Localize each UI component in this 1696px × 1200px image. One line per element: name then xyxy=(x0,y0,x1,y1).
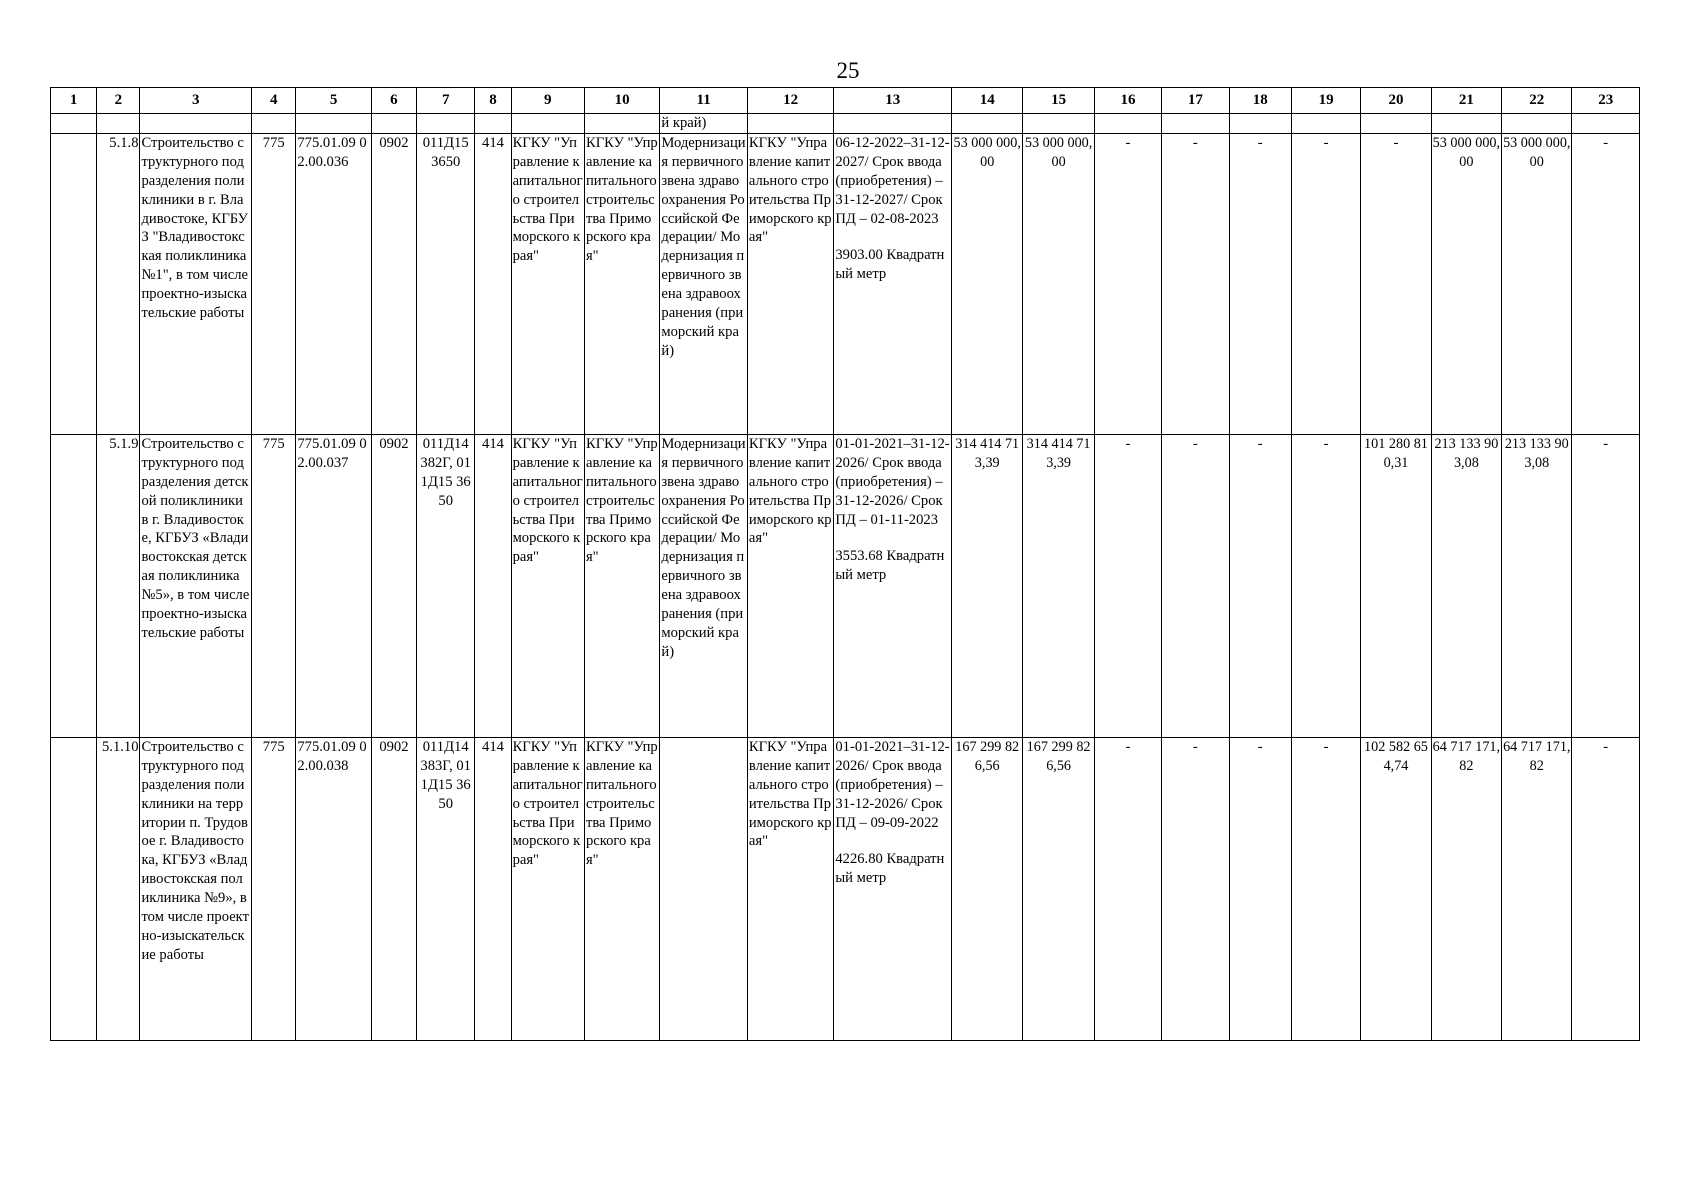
column-header: 8 xyxy=(475,88,511,114)
table-cell: - xyxy=(1162,737,1229,1040)
table-cell: - xyxy=(1094,133,1161,434)
amount-cell: 101 280 810,31 xyxy=(1361,434,1431,737)
table-cell: 414 xyxy=(475,133,511,434)
table-cell: КГКУ "Управление капитального строительства Приморского края" xyxy=(584,737,659,1040)
table-cell: Модернизация первичного звена здравоохранения Российской Федерации/ Модернизация первичного звена здравоохранения (приморский край) xyxy=(660,434,747,737)
table-cell: 775 xyxy=(252,133,296,434)
table-cell: 775 xyxy=(252,737,296,1040)
amount-cell: 167 299 826,56 xyxy=(1023,737,1094,1040)
column-header: 12 xyxy=(747,88,833,114)
table-cell: - xyxy=(1229,133,1291,434)
table-row xyxy=(51,133,1640,434)
table-cell: 011Д15 3650 xyxy=(417,133,475,434)
table-cell: - xyxy=(1572,133,1640,434)
table-cell: - xyxy=(1162,434,1229,737)
term-capacity: 4226.80 Квадратный метр xyxy=(835,851,945,887)
continuation-cell: й край) xyxy=(660,114,747,134)
table-cell: 011Д14 383Г, 011Д15 3650 xyxy=(417,737,475,1040)
term-cell xyxy=(834,133,952,434)
amount-cell: 64 717 171,82 xyxy=(1502,737,1572,1040)
column-header: 22 xyxy=(1502,88,1572,114)
column-header: 10 xyxy=(584,88,659,114)
column-header: 23 xyxy=(1572,88,1640,114)
table-cell: - xyxy=(1291,434,1360,737)
row-number: 5.1.9 xyxy=(97,434,140,737)
column-header: 19 xyxy=(1291,88,1360,114)
table-cell: - xyxy=(1094,737,1161,1040)
term-dates: 01-01-2021–31-12-2026/ Срок ввода (приобретения) – 31-12-2026/ Срок ПД – 09-09-2022 xyxy=(835,738,950,831)
amount-cell: 53 000 000,00 xyxy=(1023,133,1094,434)
column-header: 3 xyxy=(140,88,252,114)
column-header: 9 xyxy=(511,88,584,114)
amount-cell: 314 414 713,39 xyxy=(952,434,1023,737)
table-cell: КГКУ "Управление капитального строительства Приморского края" xyxy=(584,133,659,434)
table-cell: - xyxy=(1229,737,1291,1040)
table-cell: 0902 xyxy=(371,133,416,434)
page-number: 25 xyxy=(836,58,860,83)
table-row xyxy=(51,434,1640,737)
data-table xyxy=(50,87,1640,1041)
table-cell: 414 xyxy=(475,434,511,737)
term-dates: 06-12-2022–31-12-2027/ Срок ввода (приобретения) – 31-12-2027/ Срок ПД – 02-08-2023 xyxy=(835,134,950,227)
table-cell: - xyxy=(1572,737,1640,1040)
table-cell: 775.01.09 02.00.037 xyxy=(296,434,371,737)
column-header: 1 xyxy=(51,88,97,114)
column-header: 20 xyxy=(1361,88,1431,114)
table-cell: - xyxy=(1572,434,1640,737)
table-cell: - xyxy=(1361,133,1431,434)
table-cell: КГКУ "Управление капитального строительства Приморского края" xyxy=(511,434,584,737)
table-cell: 011Д14 382Г, 011Д15 3650 xyxy=(417,434,475,737)
column-header: 17 xyxy=(1162,88,1229,114)
object-name: Строительство структурного подразделения поликлиники на территории п. Трудовое г. Владивостока, КГБУЗ «Владивостокская поликлиника №9», в том числе проектно-изыскательские работы xyxy=(140,737,252,1040)
table-cell: КГКУ "Управление капитального строительства Приморского края" xyxy=(511,133,584,434)
amount-cell: 314 414 713,39 xyxy=(1023,434,1094,737)
table-cell: - xyxy=(1229,434,1291,737)
column-header: 11 xyxy=(660,88,747,114)
table-cell: - xyxy=(1094,434,1161,737)
table-cell: - xyxy=(1162,133,1229,434)
amount-cell: 213 133 903,08 xyxy=(1502,434,1572,737)
amount-cell: 167 299 826,56 xyxy=(952,737,1023,1040)
table-cell xyxy=(51,133,97,434)
column-number-header xyxy=(51,88,1640,114)
column-header: 5 xyxy=(296,88,371,114)
table-cell: 775 xyxy=(252,434,296,737)
table-cell: - xyxy=(1291,737,1360,1040)
object-name: Строительство структурного подразделения детской поликлиники в г. Владивостоке, КГБУЗ «Владивостокская детская поликлиника №5», в том числе проектно-изыскательские работы xyxy=(140,434,252,737)
table-row xyxy=(51,737,1640,1040)
table-cell xyxy=(51,737,97,1040)
table-cell xyxy=(51,434,97,737)
amount-cell: 102 582 654,74 xyxy=(1361,737,1431,1040)
column-header: 14 xyxy=(952,88,1023,114)
table-cell: КГКУ "Управление капитального строительства Приморского края" xyxy=(747,133,833,434)
continuation-row xyxy=(51,114,1640,134)
object-name: Строительство структурного подразделения поликлиники в г. Владивостоке, КГБУЗ "Владивостокская поликлиника №1", в том числе проектно-изыскательские работы xyxy=(140,133,252,434)
amount-cell: 53 000 000,00 xyxy=(952,133,1023,434)
table-cell: КГКУ "Управление капитального строительства Приморского края" xyxy=(584,434,659,737)
table-cell: КГКУ "Управление капитального строительства Приморского края" xyxy=(747,434,833,737)
term-cell xyxy=(834,737,952,1040)
term-cell xyxy=(834,434,952,737)
column-header: 15 xyxy=(1023,88,1094,114)
column-header: 13 xyxy=(834,88,952,114)
column-header: 16 xyxy=(1094,88,1161,114)
term-capacity: 3903.00 Квадратный метр xyxy=(835,247,945,283)
column-header: 2 xyxy=(97,88,140,114)
table-cell: Модернизация первичного звена здравоохранения Российской Федерации/ Модернизация первичного звена здравоохранения (приморский край) xyxy=(660,133,747,434)
column-header: 4 xyxy=(252,88,296,114)
table-cell: 414 xyxy=(475,737,511,1040)
table-cell: - xyxy=(1291,133,1360,434)
amount-cell: 213 133 903,08 xyxy=(1431,434,1501,737)
amount-cell: 64 717 171,82 xyxy=(1431,737,1501,1040)
row-number: 5.1.8 xyxy=(97,133,140,434)
amount-cell: 53 000 000,00 xyxy=(1431,133,1501,434)
column-header: 21 xyxy=(1431,88,1501,114)
column-header: 18 xyxy=(1229,88,1291,114)
table-cell: 0902 xyxy=(371,737,416,1040)
table-cell: 775.01.09 02.00.038 xyxy=(296,737,371,1040)
column-header: 7 xyxy=(417,88,475,114)
table-cell: 775.01.09 02.00.036 xyxy=(296,133,371,434)
table-cell xyxy=(660,737,747,1040)
table-cell: КГКУ "Управление капитального строительства Приморского края" xyxy=(747,737,833,1040)
table-cell: 0902 xyxy=(371,434,416,737)
term-dates: 01-01-2021–31-12-2026/ Срок ввода (приобретения) – 31-12-2026/ Срок ПД – 01-11-2023 xyxy=(835,435,950,528)
amount-cell: 53 000 000,00 xyxy=(1502,133,1572,434)
column-header: 6 xyxy=(371,88,416,114)
row-number: 5.1.10 xyxy=(97,737,140,1040)
table-cell: КГКУ "Управление капитального строительства Приморского края" xyxy=(511,737,584,1040)
term-capacity: 3553.68 Квадратный метр xyxy=(835,548,945,584)
